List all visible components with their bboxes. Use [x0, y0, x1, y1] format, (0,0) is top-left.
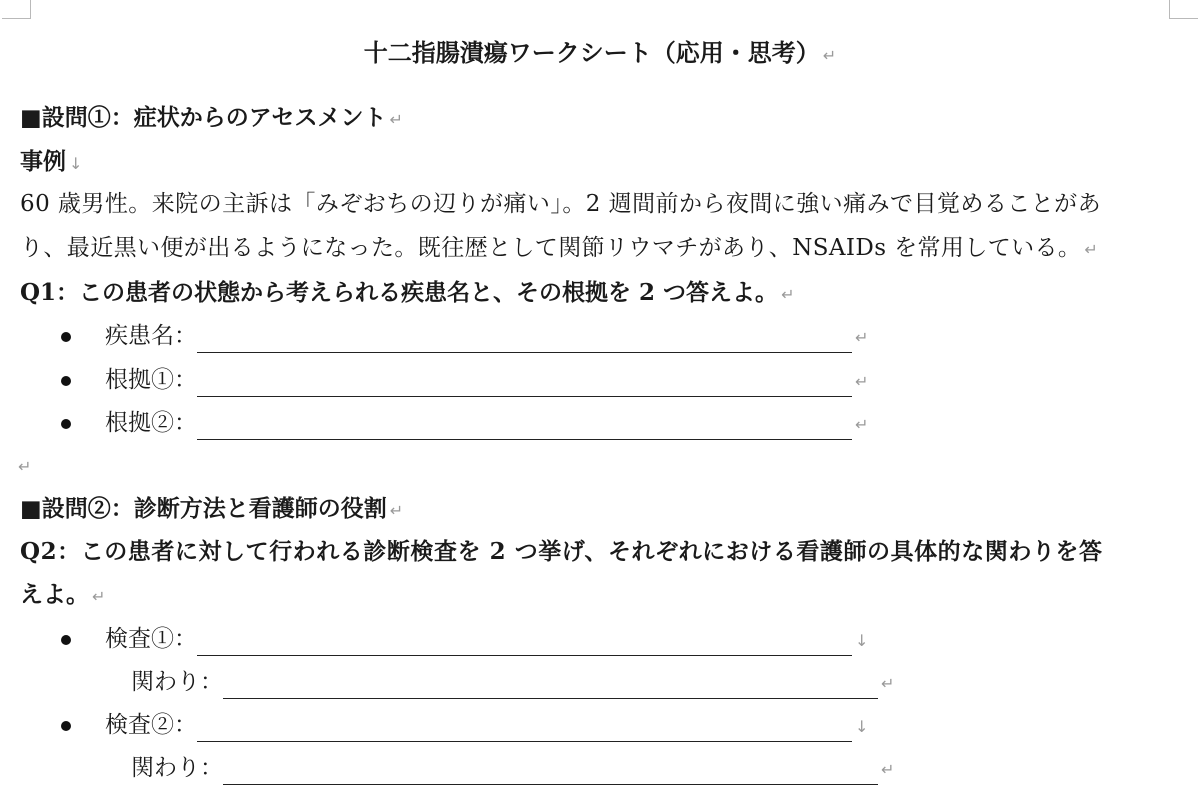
answer-item-exam-1[interactable]: [105, 624, 868, 656]
bullet: [61, 332, 71, 342]
question-1[interactable]: [20, 278, 794, 310]
answer-item-role-1[interactable]: [131, 667, 894, 699]
paragraph-mark: ↵: [389, 501, 404, 520]
question-2-line-1-text: Q2：この患者に対して行われる診断検査を 2 つ挙げ、それぞれにおける看護師の具体的な関わりを答: [20, 538, 1103, 565]
answer-item-evidence-2[interactable]: [105, 408, 868, 440]
paragraph-mark: ↵: [822, 46, 837, 65]
answer-label: 疾患名：: [105, 323, 197, 349]
page-corner-mark-right: [1169, 0, 1198, 19]
paragraph-mark: ↵: [855, 415, 869, 434]
answer-blank-exam-1[interactable]: [197, 631, 852, 656]
paragraph-mark: ↵: [1084, 240, 1099, 259]
paragraph-mark: ↵: [18, 457, 32, 476]
empty-paragraph[interactable]: [18, 450, 31, 482]
answer-blank-disease[interactable]: [197, 328, 852, 353]
answer-item-role-2[interactable]: [131, 753, 894, 785]
paragraph-mark: ↵: [389, 110, 403, 129]
document-title[interactable]: [0, 37, 1200, 72]
answer-blank-role-2[interactable]: [223, 760, 878, 785]
linebreak-mark: ↓: [855, 717, 869, 736]
paragraph-mark: ↵: [781, 285, 795, 304]
bullet: [61, 721, 71, 731]
question-1-text: Q1：この患者の状態から考えられる疾患名と、その根拠を 2 つ答えよ。: [20, 279, 779, 306]
page-corner-mark-left: [2, 0, 31, 19]
answer-item-evidence-1[interactable]: [105, 365, 868, 397]
case-text-line-2[interactable]: [20, 233, 1098, 265]
answer-sub-label: 関わり：: [131, 669, 223, 695]
answer-sub-label: 関わり：: [131, 755, 223, 781]
answer-blank-evidence-2[interactable]: [197, 415, 852, 440]
case-label-text: 事例: [20, 148, 66, 175]
section1-heading-text: ■設問①：症状からのアセスメント: [20, 104, 387, 131]
answer-label: 検査②：: [105, 712, 197, 738]
question-2-line-2[interactable]: [20, 580, 105, 612]
answer-item-disease[interactable]: [105, 321, 868, 353]
linebreak-mark: ↓: [69, 154, 83, 173]
question-2-line-1[interactable]: [20, 537, 1103, 567]
case-text-line-2-text: り、最近黒い便が出るようになった。既往歴として関節リウマチがあり、NSAIDs を常用している。: [20, 235, 1082, 261]
answer-item-exam-2[interactable]: [105, 710, 868, 742]
answer-label: 根拠①：: [105, 367, 197, 393]
answer-label: 検査①：: [105, 626, 197, 652]
paragraph-mark: ↵: [881, 674, 895, 693]
document-title-text: 十二指腸潰瘍ワークシート（応用・思考）: [363, 38, 820, 67]
case-label[interactable]: [20, 147, 82, 179]
bullet: [61, 419, 71, 429]
answer-blank-evidence-1[interactable]: [197, 372, 852, 397]
question-2-line-2-text: えよ。: [20, 581, 89, 608]
case-text-line-1[interactable]: [20, 189, 1101, 219]
paragraph-mark: ↵: [855, 372, 869, 391]
answer-blank-role-1[interactable]: [223, 674, 878, 699]
linebreak-mark: ↓: [855, 631, 869, 650]
paragraph-mark: ↵: [92, 587, 106, 606]
bullet: [61, 376, 71, 386]
paragraph-mark: ↵: [855, 328, 869, 347]
section2-heading[interactable]: [20, 494, 403, 526]
bullet: [61, 635, 71, 645]
case-text-line-1-text: 60 歳男性。来院の主訴は「みぞおちの辺りが痛い」。2 週間前から夜間に強い痛みで目覚めることがあ: [20, 191, 1102, 217]
answer-blank-exam-2[interactable]: [197, 717, 852, 742]
section2-heading-text: ■設問②：診断方法と看護師の役割: [20, 495, 387, 522]
paragraph-mark: ↵: [881, 760, 895, 779]
section1-heading[interactable]: [20, 103, 403, 135]
answer-label: 根拠②：: [105, 410, 197, 436]
